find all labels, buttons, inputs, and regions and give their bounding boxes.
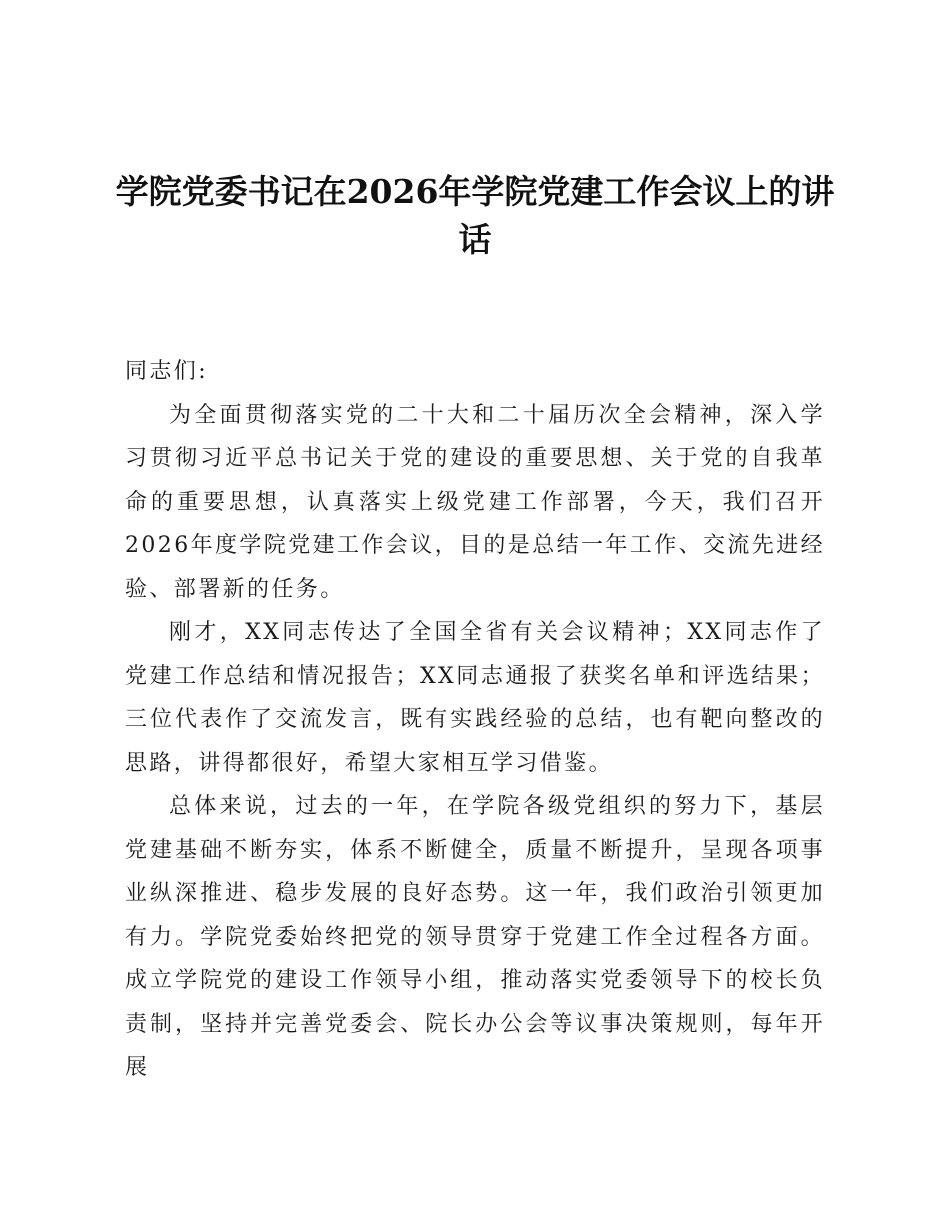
paragraph-3: 总体来说，过去的一年，在学院各级党组织的努力下，基层党建基础不断夯实，体系不断健全，质量不断提升，呈现各项事业纵深推进、稳步发展的良好态势。这一年，我们政治引领更加有力。学院党委始终把党的领导贯穿于党建工作全过程各方面。成立学院党的建设工作领导小组，推动落实党委领导下的校长负责制，坚持并完善党委会、院长办公会等议事决策规则，每年开展 [125, 794, 825, 1080]
salutation: 同志们: [125, 359, 209, 384]
document-body [125, 350, 825, 1090]
document-title: 学院党委书记在2026年学院党建工作会议上的讲话 [115, 172, 835, 259]
paragraph-1: 为全面贯彻落实党的二十大和二十届历次全会精神，深入学习贯彻习近平总书记关于党的建设的重要思想、关于党的自我革命的重要思想，认真落实上级党建工作部署，今天，我们召开2026年度学院党建工作会议，目的是总结一年工作、交流先进经验、部署新的任务。 [125, 402, 825, 602]
paragraph-2: 刚才，XX同志传达了全国全省有关会议精神；XX同志作了党建工作总结和情况报告；XX同志通报了获奖名单和评选结果；三位代表作了交流发言，既有实践经验的总结，也有靶向整改的思路，讲得都很好，希望大家相互学习借鉴。 [125, 620, 825, 776]
